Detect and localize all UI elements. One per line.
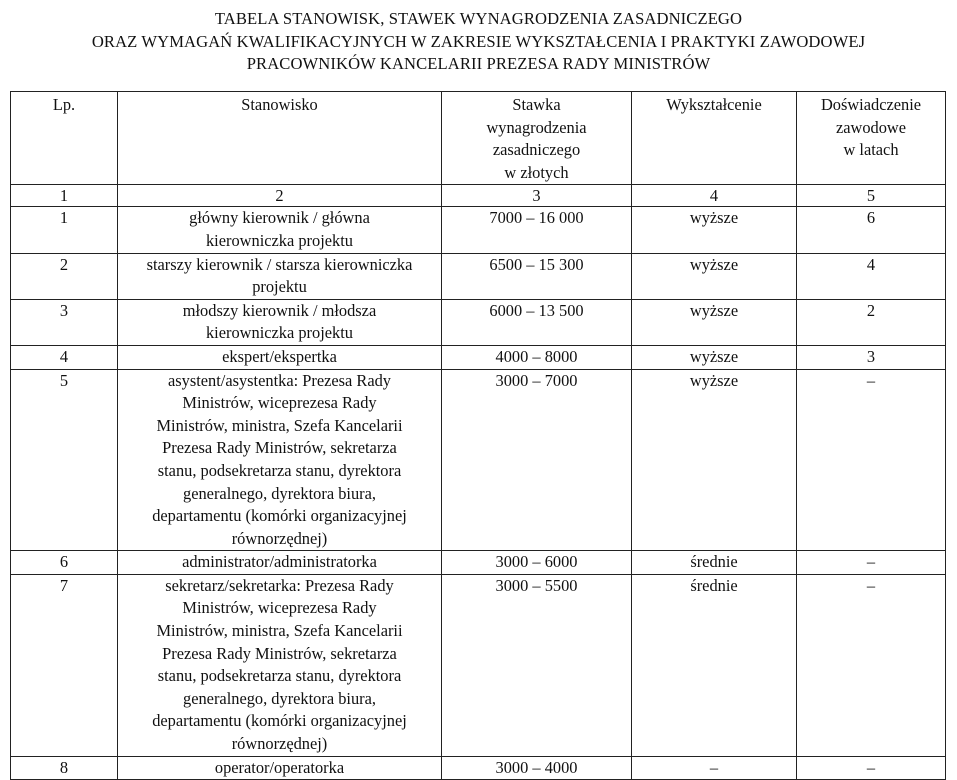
column-number-row bbox=[11, 185, 946, 207]
stanowisko-line: stanu, podsekretarza stanu, dyrektora bbox=[157, 460, 402, 480]
stanowisko-line: projektu bbox=[252, 277, 307, 297]
cell-lp: 6 bbox=[11, 551, 118, 575]
cell-wyksztalcenie: wyższe bbox=[632, 369, 797, 551]
header-stawka-line: zasadniczego bbox=[492, 140, 581, 160]
stanowisko-line: generalnego, dyrektora biura, bbox=[183, 483, 376, 503]
stanowisko-line: równorzędnej) bbox=[231, 528, 328, 548]
header-stawka-line: Stawka bbox=[512, 95, 561, 114]
table-row bbox=[11, 756, 946, 780]
cell-stawka: 7000 – 16 000 bbox=[442, 207, 632, 253]
cell-stanowisko bbox=[118, 369, 442, 551]
column-number: 4 bbox=[632, 185, 797, 207]
table-row bbox=[11, 551, 946, 575]
cell-lp: 1 bbox=[11, 207, 118, 253]
header-stawka-line: w złotych bbox=[504, 162, 569, 182]
cell-stawka: 3000 – 4000 bbox=[442, 756, 632, 780]
cell-stawka: 3000 – 5500 bbox=[442, 574, 632, 756]
cell-wyksztalcenie: – bbox=[632, 756, 797, 780]
header-wyksztalcenie: Wykształcenie bbox=[632, 92, 797, 185]
column-number: 2 bbox=[118, 185, 442, 207]
cell-doswiadczenie: 4 bbox=[797, 253, 946, 299]
cell-wyksztalcenie: średnie bbox=[632, 551, 797, 575]
stanowisko-line: operator/operatorka bbox=[214, 757, 345, 777]
cell-doswiadczenie: 2 bbox=[797, 299, 946, 345]
header-stawka bbox=[442, 92, 632, 185]
stanowisko-line: starszy kierownik / starsza kierowniczka bbox=[146, 254, 413, 274]
stanowisko-line: główny kierownik / główna bbox=[189, 208, 370, 228]
column-number: 3 bbox=[442, 185, 632, 207]
title-line-3: PRACOWNIKÓW KANCELARII PREZESA RADY MINISTRÓW bbox=[246, 54, 711, 73]
cell-lp: 3 bbox=[11, 299, 118, 345]
stanowisko-line: kierowniczka projektu bbox=[205, 323, 353, 343]
stanowisko-line: sekretarz/sekretarka: Prezesa Rady bbox=[165, 575, 394, 595]
cell-stanowisko bbox=[118, 574, 442, 756]
cell-stanowisko bbox=[118, 345, 442, 369]
stanowisko-line: Prezesa Rady Ministrów, sekretarza bbox=[162, 643, 397, 663]
stanowisko-line: Ministrów, ministra, Szefa Kancelarii bbox=[156, 621, 403, 641]
cell-stawka: 3000 – 7000 bbox=[442, 369, 632, 551]
cell-stanowisko bbox=[118, 551, 442, 575]
title-line-1: TABELA STANOWISK, STAWEK WYNAGRODZENIA ZASADNICZEGO bbox=[214, 9, 743, 28]
stanowisko-line: Ministrów, wiceprezesa Rady bbox=[182, 598, 377, 618]
stanowisko-line: równorzędnej) bbox=[231, 734, 328, 754]
stanowisko-line: Ministrów, ministra, Szefa Kancelarii bbox=[156, 415, 403, 435]
header-stawka-line: wynagrodzenia bbox=[486, 117, 587, 137]
stanowisko-line: Ministrów, wiceprezesa Rady bbox=[182, 393, 377, 413]
cell-doswiadczenie: – bbox=[797, 574, 946, 756]
stanowisko-line: departamentu (komórki organizacyjnej bbox=[152, 506, 407, 526]
table-row bbox=[11, 253, 946, 299]
stanowisko-line: młodszy kierownik / młodsza bbox=[182, 300, 377, 320]
stanowisko-line: generalnego, dyrektora biura, bbox=[183, 688, 376, 708]
title-line-2: ORAZ WYMAGAŃ KWALIFIKACYJNYCH W ZAKRESIE WYKSZTAŁCENIA I PRAKTYKI ZAWODOWEJ bbox=[91, 31, 866, 51]
header-row bbox=[11, 92, 946, 185]
cell-wyksztalcenie: wyższe bbox=[632, 345, 797, 369]
cell-wyksztalcenie: średnie bbox=[632, 574, 797, 756]
stanowisko-line: stanu, podsekretarza stanu, dyrektora bbox=[157, 666, 402, 686]
table-row bbox=[11, 345, 946, 369]
cell-stawka: 3000 – 6000 bbox=[442, 551, 632, 575]
cell-lp: 7 bbox=[11, 574, 118, 756]
cell-lp: 4 bbox=[11, 345, 118, 369]
cell-doswiadczenie: – bbox=[797, 369, 946, 551]
cell-stawka: 6000 – 13 500 bbox=[442, 299, 632, 345]
stanowisko-line: departamentu (komórki organizacyjnej bbox=[152, 711, 407, 731]
column-number: 5 bbox=[797, 185, 946, 207]
cell-stawka: 4000 – 8000 bbox=[442, 345, 632, 369]
cell-lp: 8 bbox=[11, 756, 118, 780]
cell-doswiadczenie: – bbox=[797, 756, 946, 780]
table-row bbox=[11, 207, 946, 253]
stanowisko-line: administrator/administratorka bbox=[182, 552, 377, 572]
table-row bbox=[11, 369, 946, 551]
cell-lp: 5 bbox=[11, 369, 118, 551]
table-row bbox=[11, 299, 946, 345]
cell-stanowisko bbox=[118, 207, 442, 253]
column-number: 1 bbox=[11, 185, 118, 207]
positions-table bbox=[10, 91, 946, 780]
cell-wyksztalcenie: wyższe bbox=[632, 253, 797, 299]
cell-stanowisko bbox=[118, 299, 442, 345]
header-stanowisko: Stanowisko bbox=[118, 92, 442, 185]
cell-wyksztalcenie: wyższe bbox=[632, 207, 797, 253]
cell-stanowisko bbox=[118, 756, 442, 780]
stanowisko-line: asystent/asystentka: Prezesa Rady bbox=[167, 370, 392, 390]
cell-doswiadczenie: – bbox=[797, 551, 946, 575]
table-row bbox=[11, 574, 946, 756]
cell-lp: 2 bbox=[11, 253, 118, 299]
header-doswiadczenie-line: w latach bbox=[843, 140, 899, 160]
stanowisko-line: kierowniczka projektu bbox=[205, 230, 353, 250]
header-lp: Lp. bbox=[11, 92, 118, 185]
cell-doswiadczenie: 3 bbox=[797, 345, 946, 369]
cell-stawka: 6500 – 15 300 bbox=[442, 253, 632, 299]
cell-stanowisko bbox=[118, 253, 442, 299]
header-doswiadczenie-line: zawodowe bbox=[835, 117, 907, 137]
cell-wyksztalcenie: wyższe bbox=[632, 299, 797, 345]
stanowisko-line: Prezesa Rady Ministrów, sekretarza bbox=[162, 438, 397, 458]
cell-doswiadczenie: 6 bbox=[797, 207, 946, 253]
stanowisko-line: ekspert/ekspertka bbox=[222, 346, 337, 366]
header-doswiadczenie bbox=[797, 92, 946, 185]
header-doswiadczenie-line: Doświadczenie bbox=[820, 95, 922, 114]
document-title bbox=[0, 8, 957, 76]
